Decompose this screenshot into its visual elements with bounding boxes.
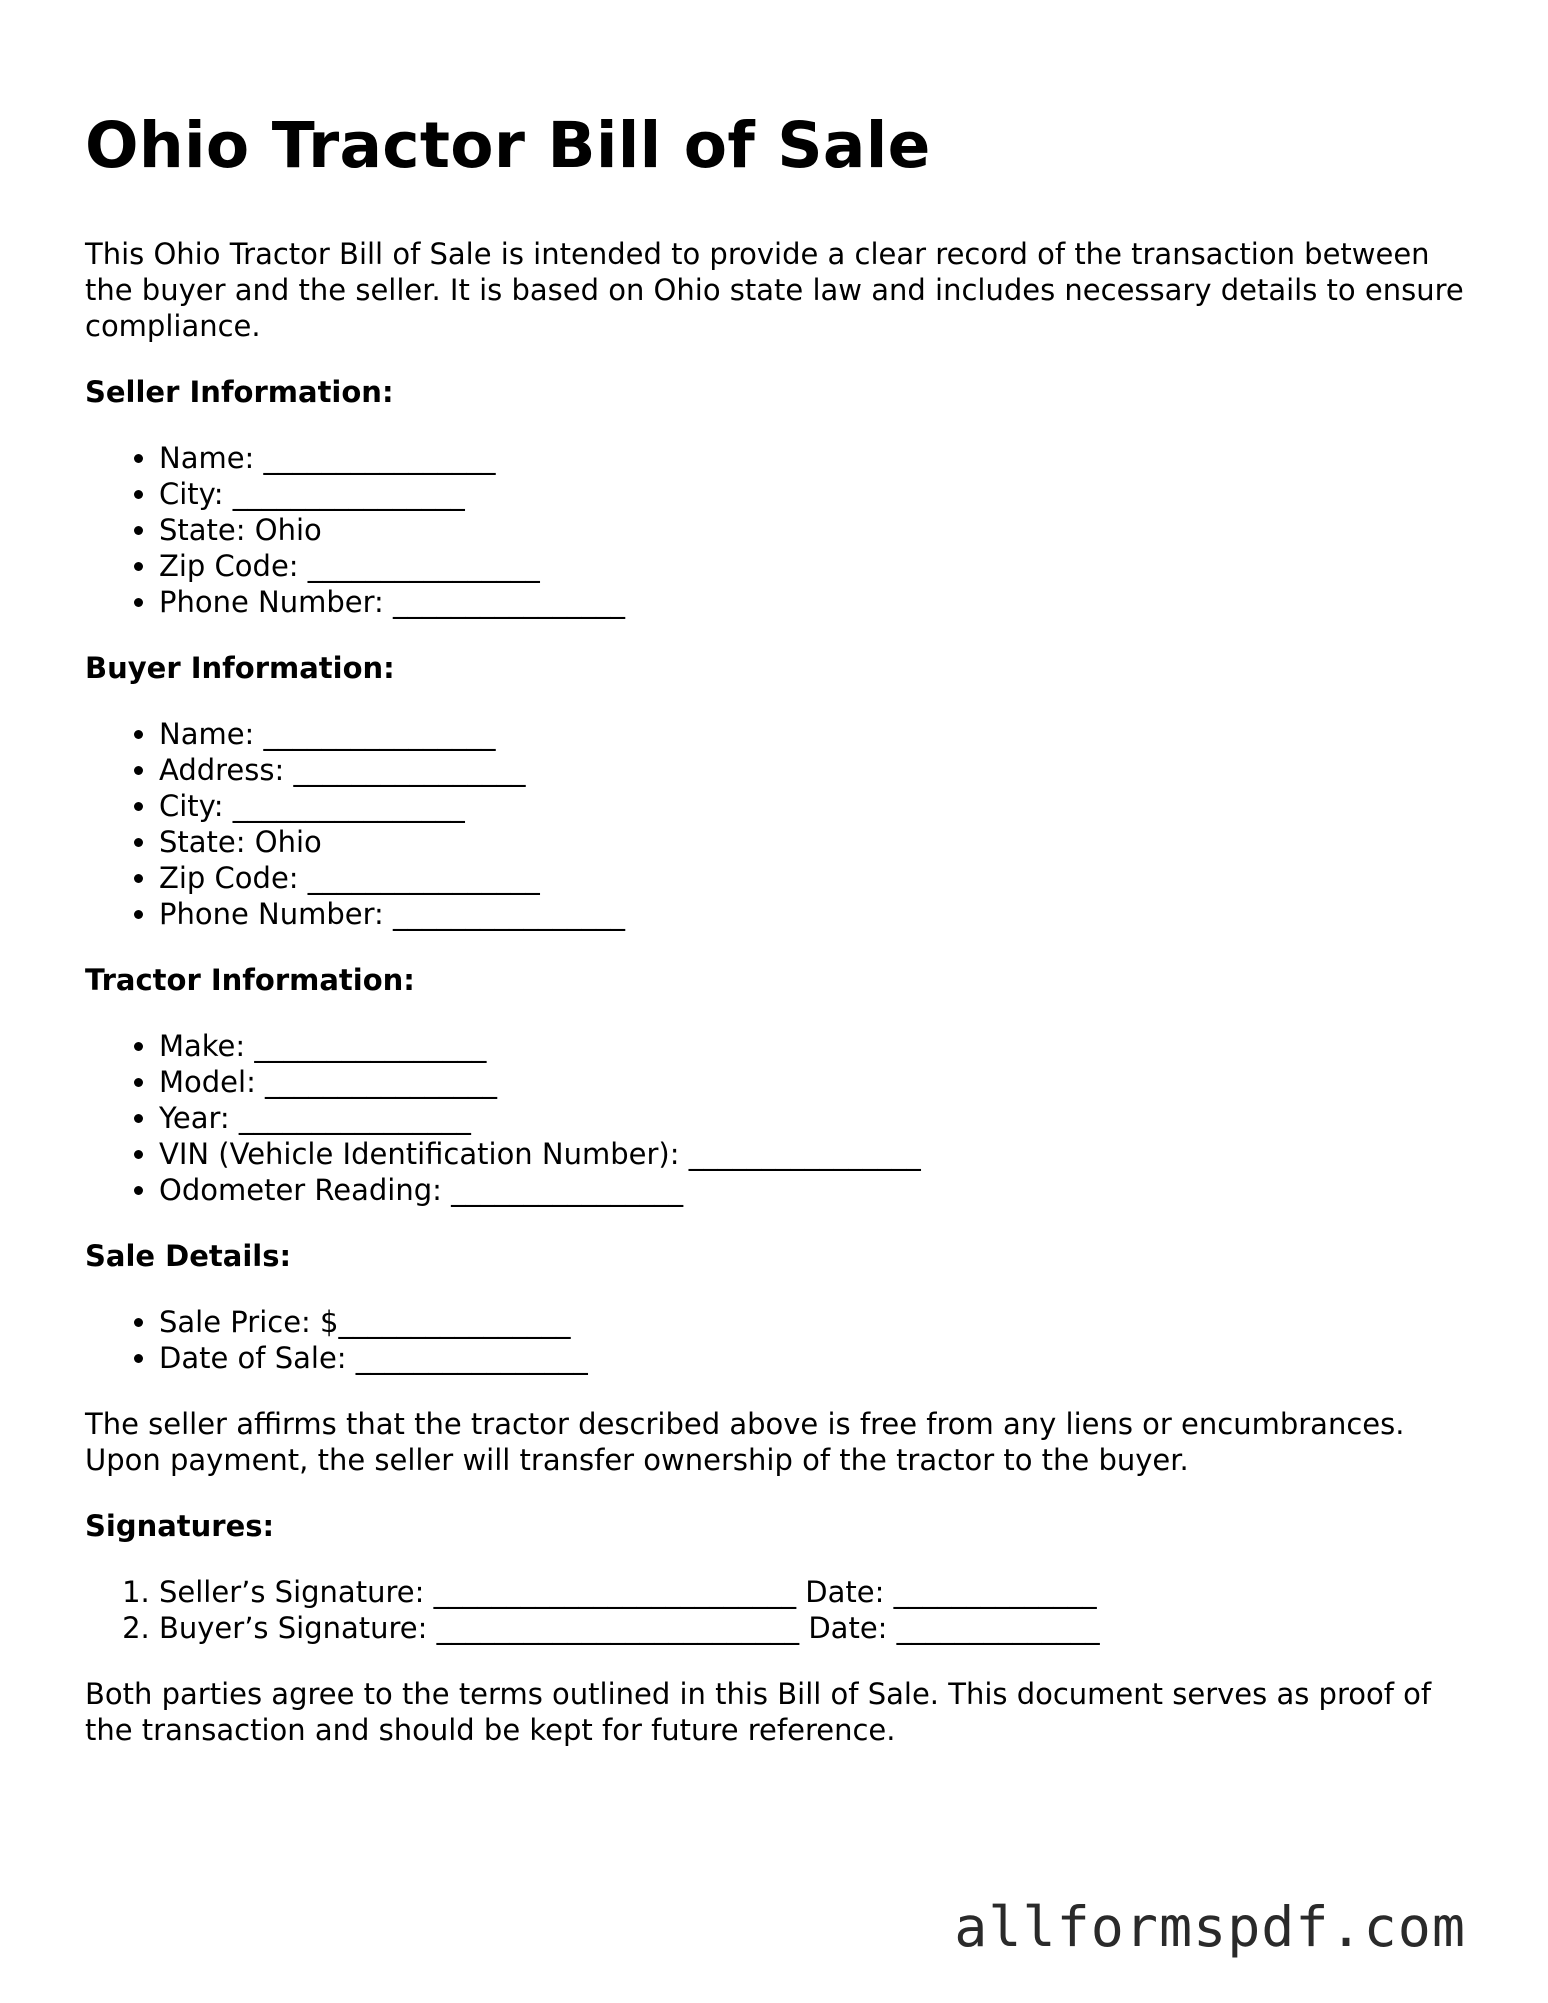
watermark: allformspdf.com [954,1895,1466,1959]
affirmation-paragraph: The seller affirms that the tractor described above is free from any liens or encumbrances. Upon payment, the seller will transfer ownership of the tractor to the buyer. [85,1407,1405,1477]
seller-name-field: • Name: ________________ [159,440,1465,476]
closing-paragraph: Both parties agree to the terms outlined in this Bill of Sale. This document serves as proof of the transaction and should be kept for future reference. [85,1677,1432,1747]
document [85,104,1465,1748]
sale-date-field: • Date of Sale: ________________ [159,1340,1465,1376]
tractor-model-field: • Model: ________________ [159,1064,1465,1100]
sale-heading: Sale Details: [85,1239,292,1273]
tractor-make-field: • Make: ________________ [159,1028,1465,1064]
buyer-city-field: • City: ________________ [159,788,1465,824]
buyer-state-field: • State: Ohio [159,824,1465,860]
buyer-list [85,716,1465,932]
seller-list [85,440,1465,620]
seller-state-field: • State: Ohio [159,512,1465,548]
buyer-name-field: • Name: ________________ [159,716,1465,752]
buyer-signature-line: 2. Buyer’s Signature: _________________________ Date: ______________ [159,1610,1465,1646]
signatures-heading: Signatures: [85,1509,275,1543]
buyer-address-field: • Address: ________________ [159,752,1465,788]
document-title: Ohio Tractor Bill of Sale [85,109,931,182]
tractor-vin-field: • VIN (Vehicle Identification Number): ________________ [159,1136,1465,1172]
signatures-list [85,1574,1465,1646]
tractor-odometer-field: • Odometer Reading: ________________ [159,1172,1465,1208]
buyer-zip-field: • Zip Code: ________________ [159,860,1465,896]
tractor-list [85,1028,1465,1208]
sale-list [85,1304,1465,1376]
seller-city-field: • City: ________________ [159,476,1465,512]
intro-paragraph: This Ohio Tractor Bill of Sale is intended to provide a clear record of the transaction between the buyer and the seller. It is based on Ohio state law and includes necessary details to ensure compliance. [85,237,1464,343]
tractor-heading: Tractor Information: [85,963,415,997]
sale-price-field: • Sale Price: $________________ [159,1304,1465,1340]
buyer-phone-field: • Phone Number: ________________ [159,896,1465,932]
seller-phone-field: • Phone Number: ________________ [159,584,1465,620]
tractor-year-field: • Year: ________________ [159,1100,1465,1136]
seller-heading: Seller Information: [85,375,394,409]
seller-zip-field: • Zip Code: ________________ [159,548,1465,584]
seller-signature-line: 1. Seller’s Signature: _________________________ Date: ______________ [159,1574,1465,1610]
buyer-heading: Buyer Information: [85,651,395,685]
